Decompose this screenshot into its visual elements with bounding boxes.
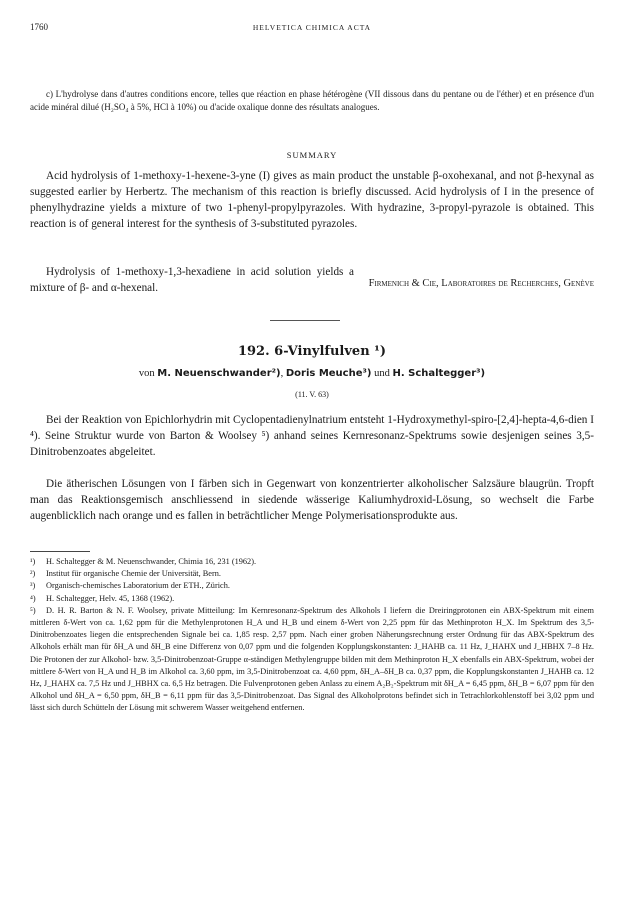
article-paragraph-2: Die ätherischen Lösungen von I färben sich in Gegenwart von konzentrierter alkoholischer Salzsäure blaugrün. Tropft man das Reaktionsgemisch anschliessend in siedende wässerige Kaliumhydroxid-Lösung, so wechselt die Farbe augenblicklich nach orange und es fallen in beträchtlicher Menge Polymerisationsprodukte aus. <box>30 478 594 522</box>
footnote-4: ⁴) H. Schaltegger, Helv. 45, 1368 (1962). <box>30 593 175 603</box>
page-header <box>30 22 594 36</box>
article-title: 192. 6-Vinylfulven ¹) <box>237 344 387 359</box>
section-divider <box>270 320 340 321</box>
summary-heading: SUMMARY <box>286 150 338 160</box>
footnote-5: ⁵) D. H. R. Barton & N. F. Woolsey, private Mitteilung: Im Kernresonanz-Spektrum des Alkohols I liefern die Dreiringprotonen ein ABX-Spektrum mit einem mittleren δ-Wert von ca. 1,62 ppm für die Methylenprotonen H_A und H_B und einem δ-Wert von 2,25 ppm für das Methinproton H_X. Im Spektrum des 3,5-Dinitrobenzoates liegen die entsprechenden Signale bei ca. 1,85 resp. 2,57 ppm. Nach einer groben Näherungsrechnung erster Ordnung für das ABX-Spektrum des Alkohols erhält man für δH_A und δH_B eine Differenz von 0,07 ppm und die folgenden Kopplungskonstanten: J_HAHB ca. 11 Hz, J_HAHX und J_HBHX 7–8 Hz. Die Protonen der zur Alkohol- bzw. 3,5-Dinitrobenzoat-Gruppe α-ständigen Methylengruppe bilden mit dem Methinproton H_X ebenfalls ein ABX-Spektrum, wobei der mittlere δ-Wert von H_A und H_B im Alkohol ca. 3,60 ppm, im 3,5-Dinitrobenzoat ca. 4,60 ppm, δH_A–δH_B ca. 0,37 ppm, die Kopplungskonstanten J_HAHB ca. 12 Hz, J_HAHX ca. 7,5 Hz und J_HBHX ca. 6,5 Hz betragen. Die Fulvenprotonen geben Anlass zu einem A₂B₂-Spektrum mit δH_A = 6,45 ppm, δH_B = 6,07 ppm für den Alkohol und δH_A = 6,50 ppm, δH_B = 6,11 ppm für das 3,5-Dinitrobenzoat. Das Signal des Alkoholprotons befindet sich in Tetrachlorkohlenstoff bei 3,02 ppm und lässt sich durch Schütteln der Lösung mit schwerem Wasser weitgehend entfernen. <box>30 605 594 713</box>
journal-name: HELVETICA CHIMICA ACTA <box>252 23 372 32</box>
author-meuche: Doris Meuche³) <box>285 368 372 379</box>
footnotes <box>30 556 594 715</box>
summary-paragraph-2: Hydrolysis of 1-methoxy-1,3-hexadiene in acid solution yields a mixture of β- and α-hexenal. <box>30 266 354 294</box>
author-conjunction: und <box>374 368 390 379</box>
author-line <box>30 368 594 379</box>
footnote-rule <box>30 551 90 552</box>
affiliation: Firmenich & Cie, Laboratoires de Recherches, Genève <box>368 278 594 289</box>
author-separator: , <box>280 368 284 379</box>
author-schaltegger: H. Schaltegger³) <box>392 368 486 379</box>
article-paragraph-1: Bei der Reaktion von Epichlorhydrin mit Cyclopentadienylnatrium entsteht 1-Hydroxymethyl-spiro-[2,4]-hepta-4,6-dien I ⁴). Seine Struktur wurde von Barton & Woolsey ⁵) anhand seines Kernresonanz-Spektrums sowie desjenigen seines 3,5-Dinitrobenzoates abgeleitet. <box>30 414 594 458</box>
received-date: (11. V. 63) <box>295 390 329 399</box>
footnote-3: ³) Organisch-chemisches Laboratorium der ETH., Zürich. <box>30 581 230 591</box>
author-neuenschwander: M. Neuenschwander²) <box>157 368 281 379</box>
footnote-2: ²) Institut für organische Chemie der Universität, Bern. <box>30 569 221 579</box>
page-number: 1760 <box>30 22 48 32</box>
summary-paragraph-1: Acid hydrolysis of 1-methoxy-1-hexene-3-yne (I) gives as main product the unstable β-oxohexanal, and not β-hexynal as suggested earlier by Herbertz. The mechanism of this reaction is briefly discussed. Acid hydrolysis of I in the presence of phenylhydrazine yields a mixture of two 1-phenyl-propylpyrazoles. With hydrazine, 3-propyl-pyrazole is obtained. This reaction is of general interest for the synthesis of 3-substituted pyrazoles. <box>30 170 594 230</box>
intro-note: c) L'hydrolyse dans d'autres conditions encore, telles que réaction en phase hétérogène (VII dissous dans du pentane ou de l'éther) et en présence d'un acide minéral dilué (H₂SO₄ à 5%, HCl à 10%) ou d'acide oxalique donne des résultats analogues. <box>30 89 594 112</box>
author-prefix: von <box>138 368 155 379</box>
footnote-1: ¹) H. Schaltegger & M. Neuenschwander, Chimia 16, 231 (1962). <box>30 557 257 566</box>
